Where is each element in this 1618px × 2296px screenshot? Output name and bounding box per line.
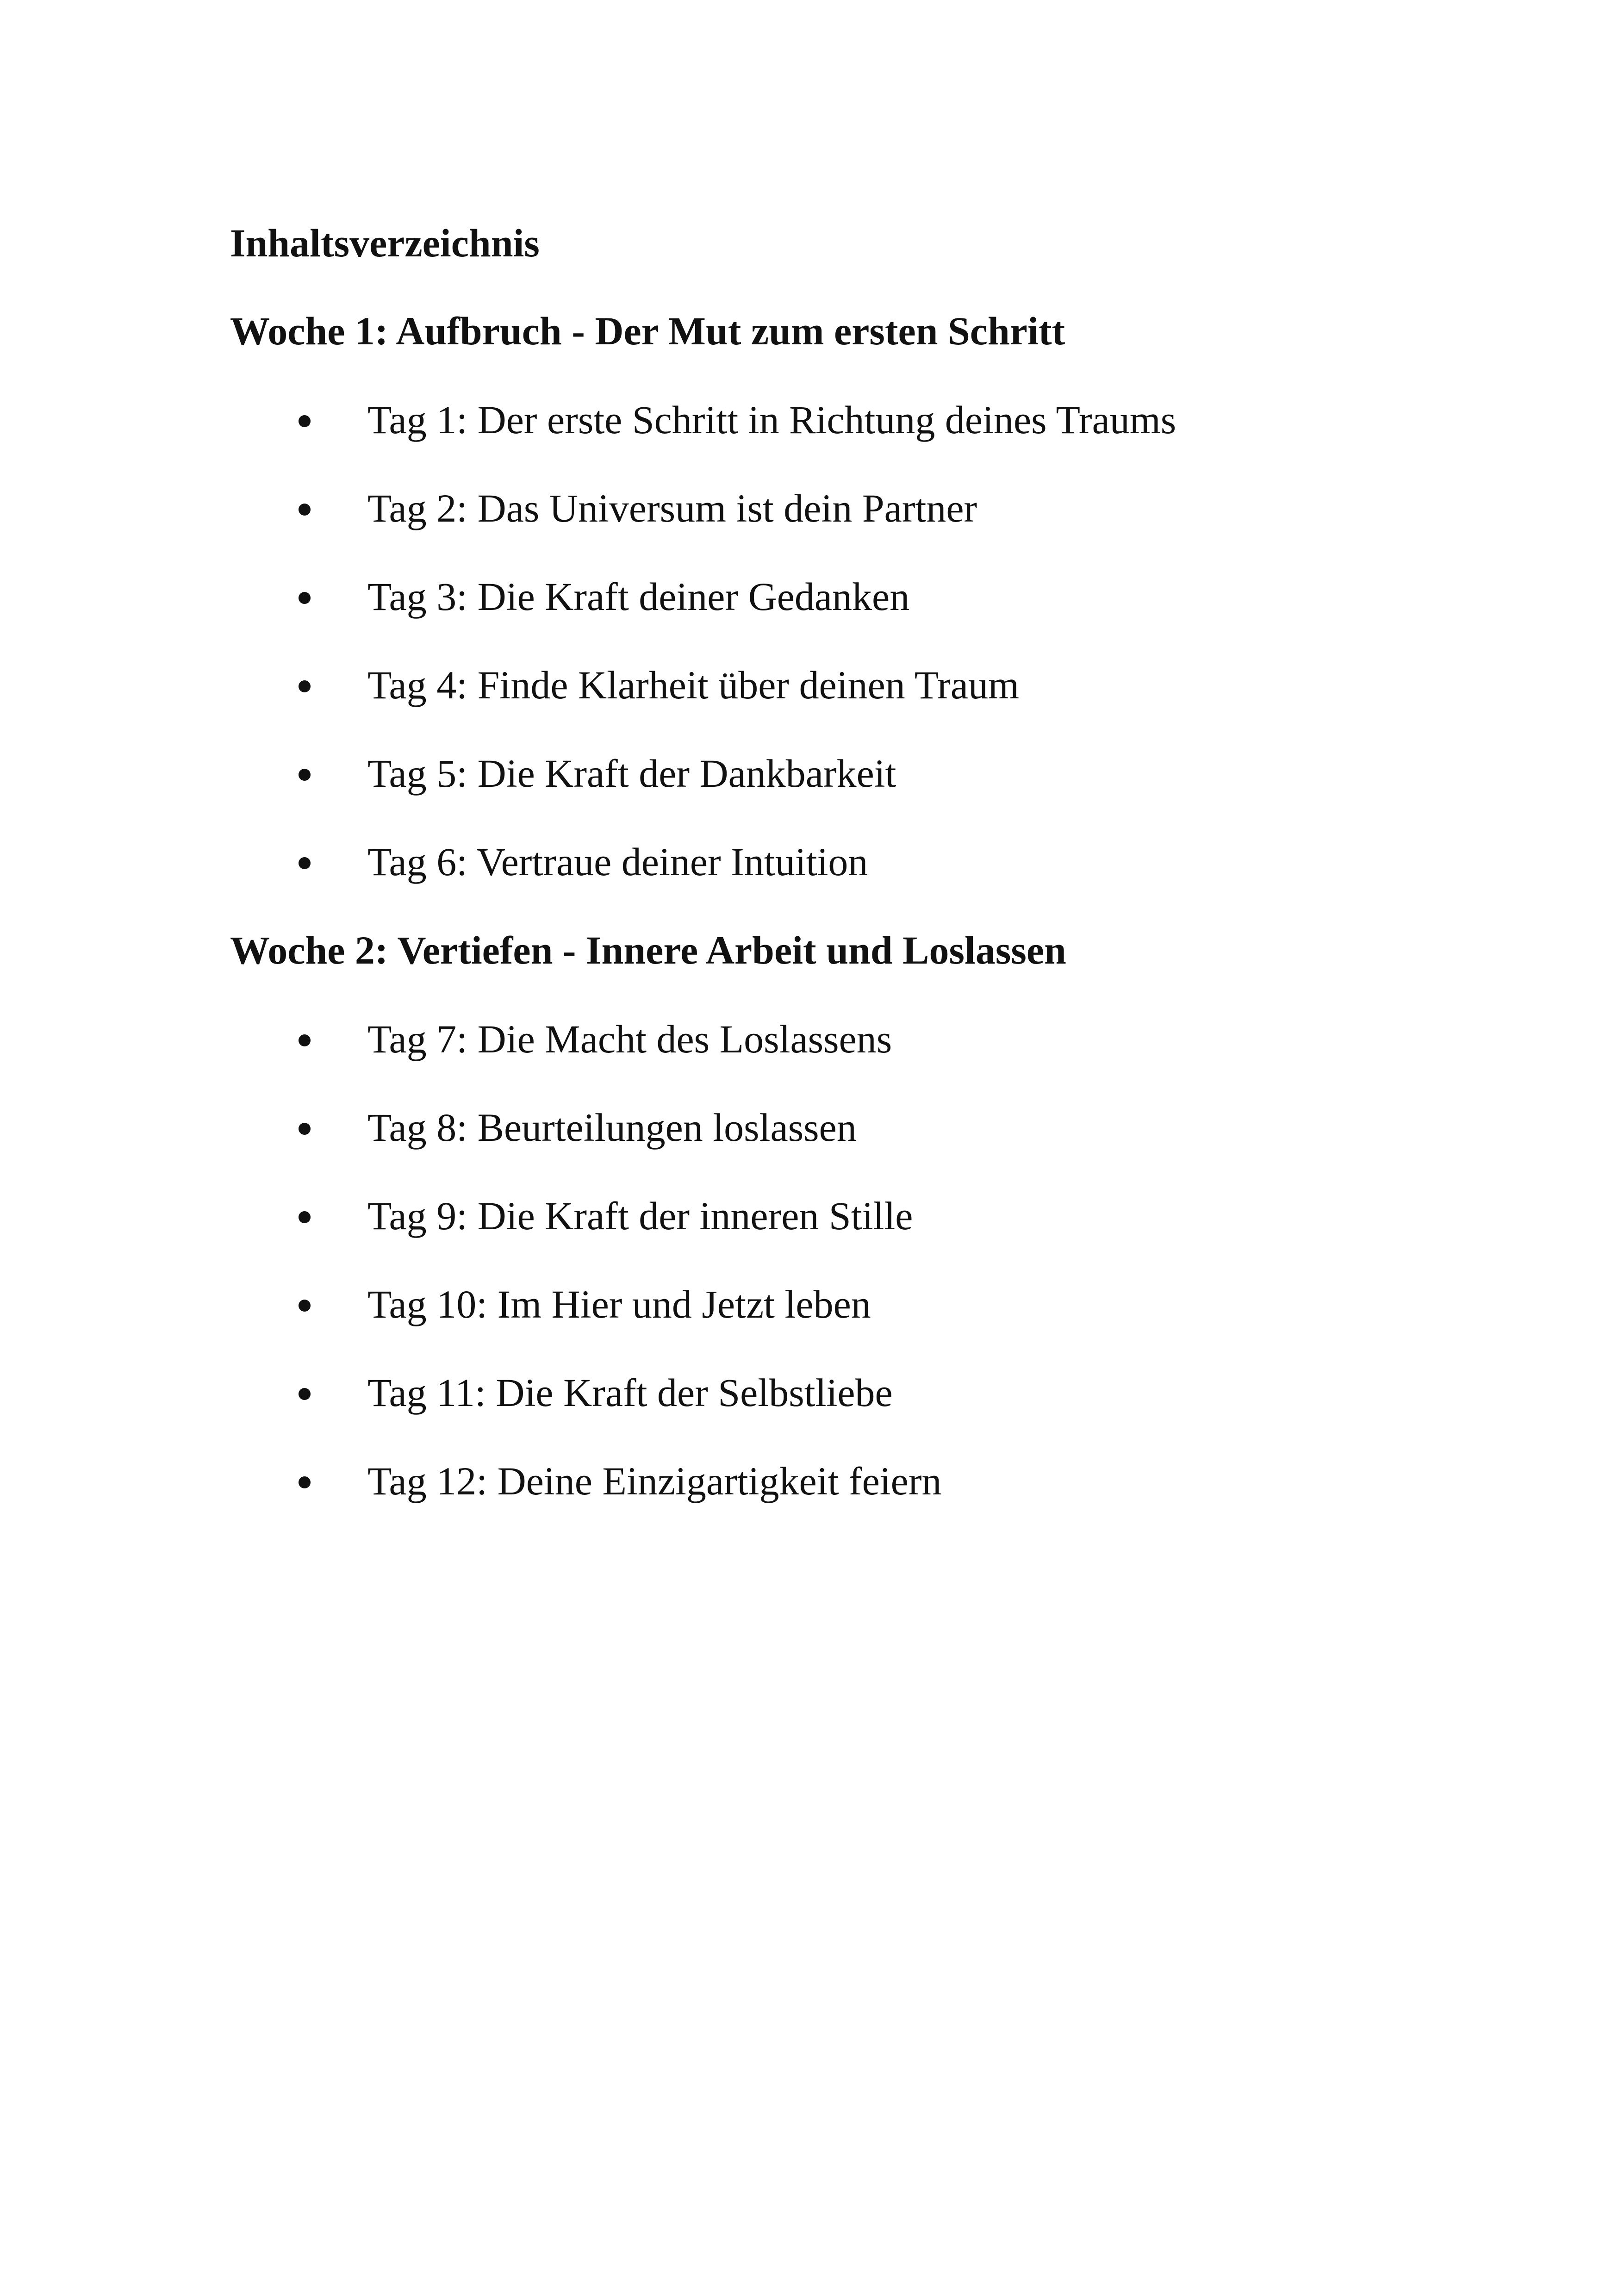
week-1-day-list: [230, 387, 1433, 894]
day-title: Tag 2: Das Universum ist dein Partner: [367, 486, 977, 530]
bullet-icon: [299, 504, 311, 516]
list-item: [230, 1360, 1433, 1425]
day-title: Tag 5: Die Kraft der Dankbarkeit: [367, 751, 896, 796]
day-title: Tag 4: Finde Klarheit über deinen Traum: [367, 663, 1019, 707]
list-item: [230, 387, 1433, 452]
bullet-icon: [299, 769, 311, 781]
list-item: [230, 564, 1433, 629]
bullet-icon: [299, 1300, 311, 1312]
day-title: Tag 12: Deine Einzigartigkeit feiern: [367, 1459, 942, 1503]
list-item: [230, 1095, 1433, 1160]
bullet-icon: [299, 1211, 311, 1223]
bullet-icon: [299, 1476, 311, 1488]
bullet-icon: [299, 415, 311, 427]
day-title: Tag 10: Im Hier und Jetzt leben: [367, 1282, 871, 1326]
day-title: Tag 8: Beurteilungen loslassen: [367, 1105, 857, 1150]
list-item: [230, 1007, 1433, 1071]
list-item: [230, 1272, 1433, 1337]
day-title: Tag 9: Die Kraft der inneren Stille: [367, 1194, 913, 1238]
list-item: [230, 476, 1433, 541]
list-item: [230, 829, 1433, 894]
list-item: [230, 653, 1433, 717]
day-title: Tag 1: Der erste Schritt in Richtung deines Traums: [367, 398, 1176, 442]
bullet-icon: [299, 680, 311, 692]
bullet-icon: [299, 1388, 311, 1400]
day-title: Tag 7: Die Macht des Loslassens: [367, 1017, 892, 1061]
list-item: [230, 1183, 1433, 1248]
week-2-heading: Woche 2: Vertiefen - Innere Arbeit und Loslassen: [230, 928, 1066, 972]
bullet-icon: [299, 592, 311, 604]
bullet-icon: [299, 1123, 311, 1135]
bullet-icon: [299, 857, 311, 869]
bullet-icon: [299, 1034, 311, 1046]
day-title: Tag 6: Vertraue deiner Intuition: [367, 840, 868, 884]
table-of-contents: [230, 211, 1433, 1537]
list-item: [230, 741, 1433, 806]
day-title: Tag 3: Die Kraft deiner Gedanken: [367, 574, 910, 619]
toc-title: Inhaltsverzeichnis: [230, 221, 540, 265]
list-item: [230, 1449, 1433, 1513]
week-1-heading: Woche 1: Aufbruch - Der Mut zum ersten Schritt: [230, 309, 1065, 353]
week-2-day-list: [230, 1007, 1433, 1513]
day-title: Tag 11: Die Kraft der Selbstliebe: [367, 1370, 893, 1415]
